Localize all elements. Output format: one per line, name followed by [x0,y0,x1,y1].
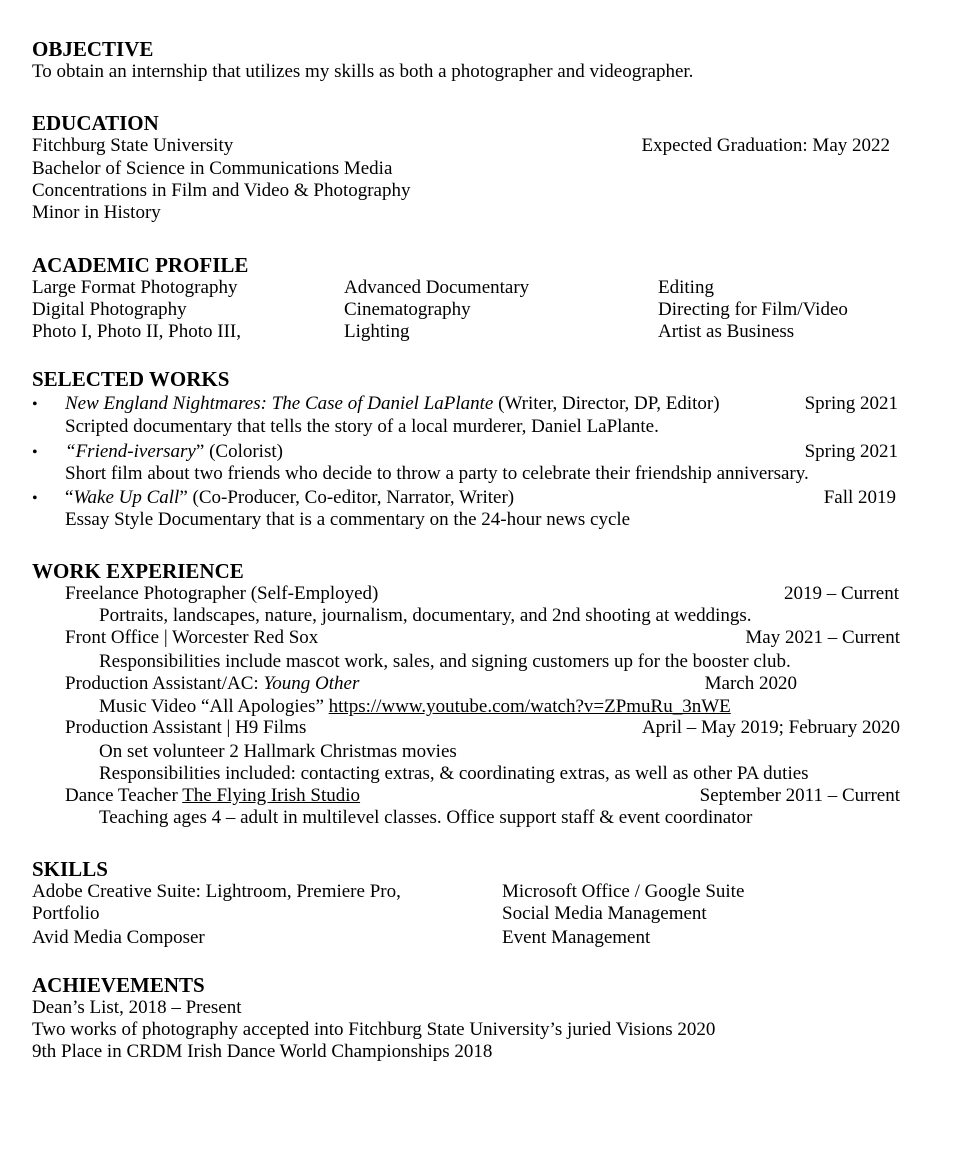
bullet: • [32,490,38,507]
job-title-italic: Young Other [263,673,360,694]
skill-item: Event Management [502,927,651,948]
work-title-line: “Wake Up Call” (Co-Producer, Co-editor, Narrator, Writer) [65,487,515,508]
academic-course: Artist as Business [658,321,795,342]
skill-item: Adobe Creative Suite: Lightroom, Premiere Pro, [32,881,401,902]
academic-heading: ACADEMIC PROFILE [32,253,249,277]
job-date: May 2021 – Current [745,627,900,648]
academic-course: Digital Photography [32,299,187,320]
studio-link[interactable]: The Flying Irish Studio [182,785,361,806]
job-description: On set volunteer 2 Hallmark Christmas movies [99,741,457,762]
work-title: “Friend-iversary [65,441,196,462]
bullet: • [32,396,38,413]
work-description: Essay Style Documentary that is a commentary on the 24-hour news cycle [65,509,631,530]
achievement-item: 9th Place in CRDM Irish Dance World Championships 2018 [32,1041,493,1062]
job-title-line [65,785,360,807]
education-graduation: Expected Graduation: May 2022 [641,135,890,156]
academic-course: Photo I, Photo II, Photo III, [32,321,241,342]
job-description: Responsibilities include mascot work, sales, and signing customers up for the booster club. [99,651,791,672]
work-role: (Co-Producer, Co-editor, Narrator, Writer) [187,487,515,508]
job-description: Music Video “All Apologies” [99,696,329,717]
work-description: Short film about two friends who decide to throw a party to celebrate their friendship anniversary. [65,463,809,484]
job-title-line [65,673,359,695]
work-date: Spring 2021 [804,393,898,414]
job-date: September 2011 – Current [699,785,900,806]
education-minor: Minor in History [32,202,161,223]
bullet: • [32,444,38,461]
job-title: Production Assistant/AC: [65,673,264,694]
academic-course: Cinematography [344,299,471,320]
work-role: (Writer, Director, DP, Editor) [493,393,720,414]
works-heading: SELECTED WORKS [32,367,230,391]
education-degree: Bachelor of Science in Communications Media [32,158,393,179]
achievements-heading: ACHIEVEMENTS [32,973,205,997]
academic-course: Editing [658,277,714,298]
achievement-item: Dean’s List, 2018 – Present [32,997,242,1018]
education-concentrations: Concentrations in Film and Video & Photography [32,180,411,201]
work-title: New England Nightmares: The Case of Daniel LaPlante [65,393,494,414]
job-description-line [99,696,731,718]
education-heading: EDUCATION [32,111,159,135]
job-description: Portraits, landscapes, nature, journalism, documentary, and 2nd shooting at weddings. [99,605,752,626]
job-date: 2019 – Current [783,583,899,604]
academic-course: Large Format Photography [32,277,238,298]
work-role: (Colorist) [204,441,283,462]
job-description: Teaching ages 4 – adult in multilevel classes. Office support staff & event coordinator [99,807,753,828]
skill-item: Social Media Management [502,903,707,924]
job-date: March 2020 [704,673,797,694]
skill-item: Microsoft Office / Google Suite [502,881,745,902]
work-description: Scripted documentary that tells the story of a local murderer, Daniel LaPlante. [65,416,659,437]
work-date: Spring 2021 [804,441,898,462]
job-title: Front Office | Worcester Red Sox [65,627,319,648]
skill-item: Portfolio [32,903,100,924]
academic-course: Directing for Film/Video [658,299,848,320]
objective-heading: OBJECTIVE [32,37,154,61]
education-school: Fitchburg State University [32,135,234,156]
job-title: Freelance Photographer (Self-Employed) [65,583,379,604]
objective-text: To obtain an internship that utilizes my skills as both a photographer and videographer. [32,61,694,82]
work-heading: WORK EXPERIENCE [32,559,244,583]
job-date: April – May 2019; February 2020 [641,717,900,738]
work-title-line: “Friend-iversary” (Colorist) [65,441,283,462]
work-title: Wake Up Call [73,487,180,508]
work-date: Fall 2019 [823,487,896,508]
job-title: Dance Teacher [65,785,183,806]
skills-heading: SKILLS [32,857,108,881]
academic-course: Lighting [344,321,410,342]
achievement-item: Two works of photography accepted into Fitchburg State University’s juried Visions 2020 [32,1019,716,1040]
work-title-line [65,393,720,415]
skill-item: Avid Media Composer [32,927,205,948]
youtube-link[interactable]: https://www.youtube.com/watch?v=ZPmuRu_3nWE [328,696,731,717]
job-description: Responsibilities included: contacting extras, & coordinating extras, as well as other PA duties [99,763,809,784]
job-title: Production Assistant | H9 Films [65,717,307,738]
academic-course: Advanced Documentary [344,277,530,298]
